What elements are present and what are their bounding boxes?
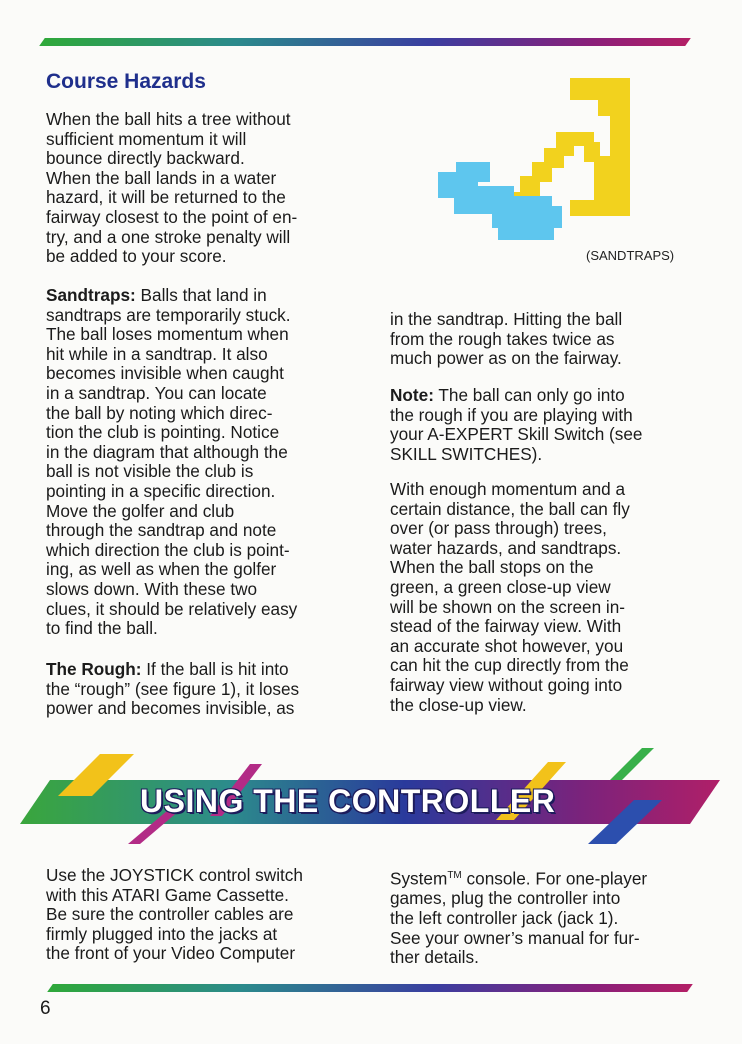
controller-banner-title: USING THE CONTROLLER xyxy=(140,783,556,819)
note-label: Note: xyxy=(390,385,434,405)
page-number: 6 xyxy=(40,998,51,1019)
note-paragraph xyxy=(390,386,710,464)
sandtrap-yellow-shape xyxy=(510,78,630,216)
sandtraps-label: Sandtraps: xyxy=(46,285,136,305)
controller-paragraph-left: Use the JOYSTICK control switch with this ATARI Game Cassette. Be sure the controller cables are firmly plugged into the jacks at the front of your Video Computer xyxy=(46,865,303,964)
trademark-mark: TM xyxy=(447,870,462,881)
rough-paragraph xyxy=(46,660,366,719)
sandtraps-paragraph xyxy=(46,286,366,639)
note-text: The ball can only go into the rough if you are playing with your A-EXPERT Skill Switch (see SKILL SWITCHES). xyxy=(390,385,643,464)
sandtrap-illustration xyxy=(434,76,634,248)
figure-caption: (SANDTRAPS) xyxy=(586,248,675,263)
section-heading-course-hazards: Course Hazards xyxy=(46,70,206,93)
hazards-intro-paragraph: When the ball hits a tree without sufficient momentum it will bounce directly backward. When the ball lands in a water hazard, it will be returned to the fairway closest to the point of en- try, and a one stroke penalty will be added to your score. xyxy=(46,109,298,267)
controller-paragraph-right xyxy=(390,866,710,968)
controller-system-word: System xyxy=(390,868,448,889)
momentum-paragraph: With enough momentum and a certain distance, the ball can fly over (or pass through) trees, water hazards, and sandtraps. When the ball stops on the green, a green close-up view will be shown on the screen in- stead of the fairway view. With an accurate shot however, you can hit the cup directly from the fairway view without going into the close-up view. xyxy=(390,479,630,715)
rough-label: The Rough: xyxy=(46,659,142,679)
top-rule xyxy=(39,38,691,46)
sandtraps-text: Balls that land in sandtraps are temporarily stuck. The ball loses momentum when hit while in a sandtrap. It also becomes invisible when caught in a sandtrap. You can locate the ball by noting which direc- tion the club is pointing. Notice in the diagram that although the ball is not visible the club is pointing in a specific direction. Move the golfer and club through the sandtrap and note which direction the club is point- ing, as well as when the golfer slows down. With these two clues, it should be relatively easy to find the ball. xyxy=(46,285,298,639)
rough-text: If the ball is hit into the “rough” (see figure 1), it loses power and becomes invisible, as xyxy=(46,659,300,719)
bottom-rule xyxy=(47,984,693,992)
controller-console-text: console. For one-player games, plug the controller into the left controller jack (jack 1). See your owner’s manual for fur- ther details. xyxy=(390,868,648,968)
rough-continued-paragraph: in the sandtrap. Hitting the ball from the rough takes twice as much power as on the fairway. xyxy=(390,309,623,369)
banner-accent-green-right xyxy=(610,748,654,780)
